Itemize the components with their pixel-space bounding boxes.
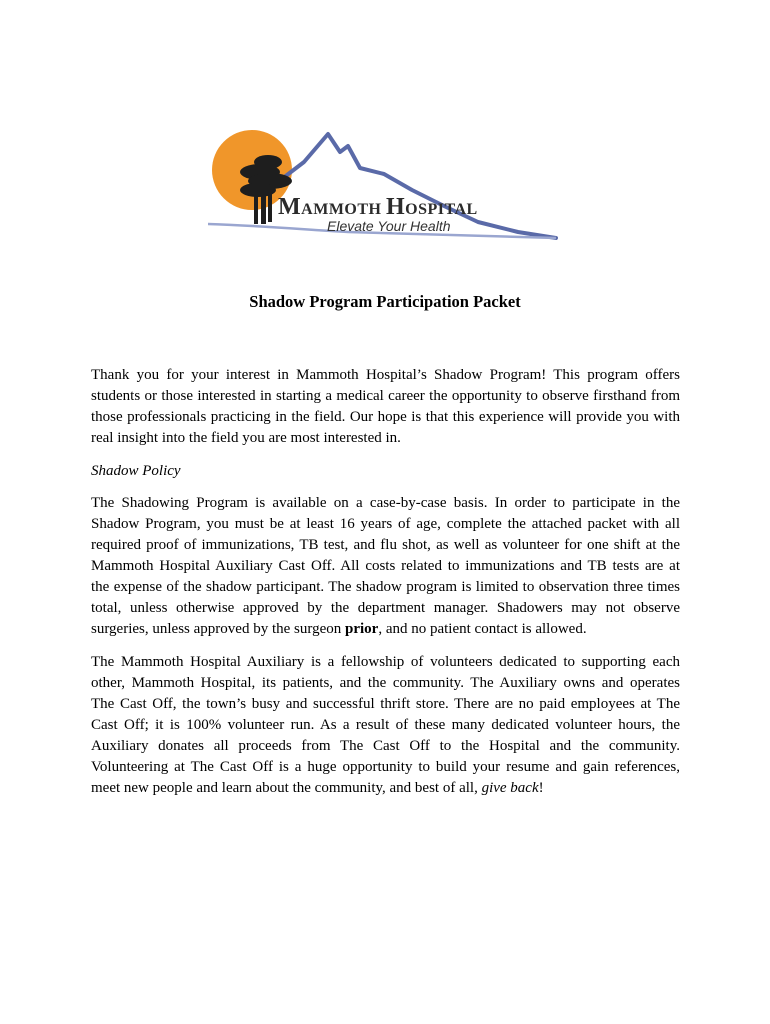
text-line: required proof of immunizations, TB test, and flu shot, as well as volunteer for one shift at the: [91, 537, 680, 553]
logo-wordmark: MAMMOTH HOSPITAL: [278, 194, 478, 220]
text-line: The Cast Off, the town’s busy and successful thrift store. There are no paid employees at The: [91, 696, 680, 712]
text-line: The Shadowing Program is available on a case-by-case basis. In order to participate in the: [91, 495, 680, 511]
logo-tagline: Elevate Your Health: [327, 218, 451, 234]
text-line: Volunteering at The Cast Off is a huge opportunity to build your resume and gain references,: [91, 759, 680, 775]
mammoth-hospital-logo: [208, 126, 560, 242]
text-line: Cast Off; it is 100% volunteer run. As a result of these many dedicated volunteer hours, the: [91, 717, 680, 733]
emphasis-give-back: give back: [481, 780, 539, 796]
text-line: Mammoth Hospital Auxiliary Cast Off. All costs related to immunizations and TB tests are at: [91, 558, 680, 574]
section-heading: Shadow Policy: [91, 463, 181, 479]
text-line: Shadow Program, you must be at least 16 years of age, complete the attached packet with all: [91, 516, 680, 532]
auxiliary-paragraph: [91, 652, 680, 799]
text-line: those professionals practicing in the field. Our hope is that this experience will provide you with: [91, 409, 680, 425]
text-line: meet new people and learn about the community, and best of all, give back!: [91, 780, 544, 796]
text-line: Auxiliary donates all proceeds from The Cast Off to the Hospital and the community.: [91, 738, 680, 754]
text-line: total, unless otherwise approved by the department manager. Shadowers may not observe: [91, 600, 680, 616]
text-line: students or those interested in starting a medical career the opportunity to observe firsthand from: [91, 388, 680, 404]
intro-paragraph: [91, 365, 680, 449]
text-line: real insight into the field you are most interested in.: [91, 430, 401, 446]
text-line: Thank you for your interest in Mammoth Hospital’s Shadow Program! This program offers: [91, 367, 680, 383]
text-line: other, Mammoth Hospital, its patients, and the community. The Auxiliary owns and operates: [91, 675, 680, 691]
document-body: [91, 365, 680, 811]
text-line: The Mammoth Hospital Auxiliary is a fellowship of volunteers dedicated to supporting each: [91, 654, 680, 670]
document-title: Shadow Program Participation Packet: [249, 292, 521, 311]
policy-paragraph: [91, 493, 680, 640]
emphasis-prior: prior: [344, 621, 379, 637]
text-line: surgeries, unless approved by the surgeon prior, and no patient contact is allowed.: [91, 621, 587, 637]
text-line: the expense of the shadow participant. The shadow program is limited to observation three times: [91, 579, 680, 595]
